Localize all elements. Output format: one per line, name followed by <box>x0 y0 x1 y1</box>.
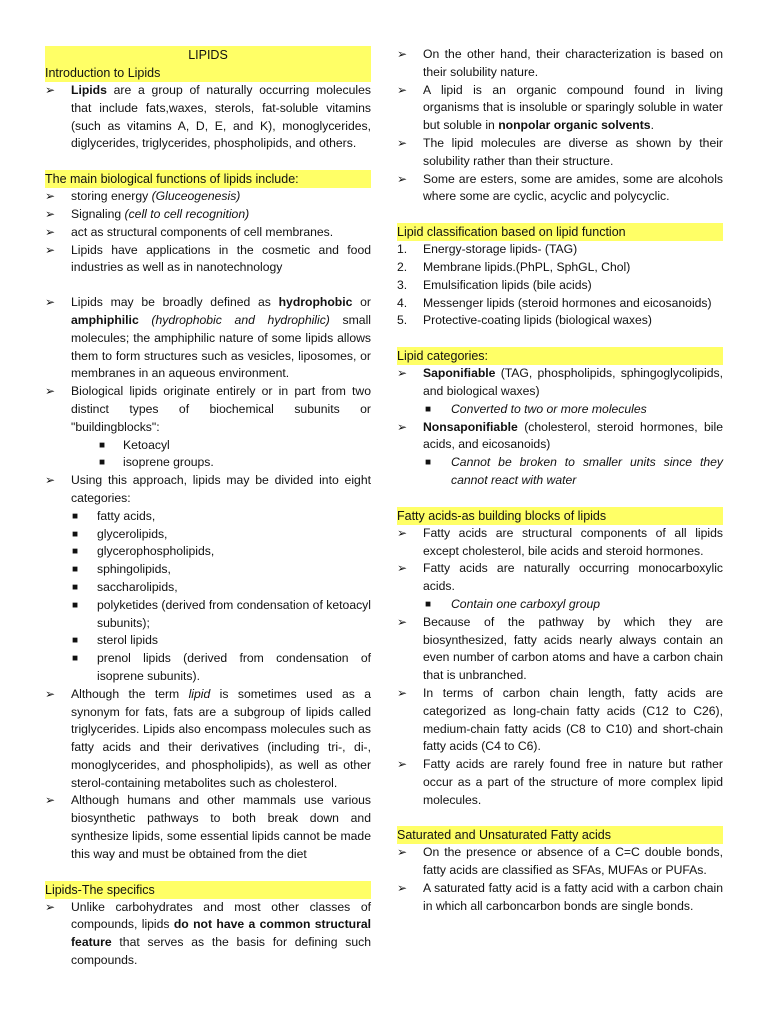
fatty-acid-bullet: ➢ Because of the pathway by which they are biosynthesized, fatty acids nearly always contain an even number of carbon atoms and have a carbon chain that is unbranched. <box>397 614 723 683</box>
arrow-bullet-icon: ➢ <box>45 473 56 488</box>
arrow-bullet-icon: ➢ <box>397 757 408 772</box>
intro-heading: Introduction to Lipids <box>45 64 371 82</box>
category-item: ■ glycerophospholipids, <box>45 543 371 561</box>
square-bullet-icon: ■ <box>72 635 79 647</box>
square-bullet-icon: ■ <box>99 457 106 469</box>
fatty-acids-heading: Fatty acids-as building blocks of lipids <box>397 507 723 525</box>
classification-heading: Lipid classification based on lipid function <box>397 223 723 241</box>
arrow-bullet-icon: ➢ <box>45 224 56 239</box>
square-bullet-icon: ■ <box>425 403 432 415</box>
function-item: ➢ act as structural components of cell membranes. <box>45 224 371 242</box>
square-bullet-icon: ■ <box>72 564 79 576</box>
square-bullet-icon: ■ <box>425 457 432 469</box>
saturated-bullet: ➢ On the presence or absence of a C=C double bonds, fatty acids are classified as SFAs, MUFAs or PUFAs. <box>397 845 723 878</box>
specifics-bullet: ➢ Unlike carbohydrates and most other classes of compounds, lipids do not have a common structural feature that serves as the basis for defining such compounds. <box>45 899 371 968</box>
arrow-bullet-icon: ➢ <box>397 419 408 434</box>
fatty-acid-bullet: ➢ Fatty acids are structural components of all lipids except cholesterol, bile acids and steroid hormones. <box>397 525 723 558</box>
classification-item: 4. Messenger lipids (steroid hormones and eicosanoids) <box>397 295 712 310</box>
arrow-bullet-icon: ➢ <box>45 83 56 97</box>
esters-bullet: ➢ Some are esters, some are amides, some are alcohols where some are cyclic, acyclic and polycyclic. <box>397 171 723 204</box>
square-bullet-icon: ■ <box>72 599 79 611</box>
building-block-item: ■ isoprene groups. <box>45 454 371 472</box>
square-bullet-icon: ■ <box>72 653 79 665</box>
arrow-bullet-icon: ➢ <box>45 384 56 399</box>
arrow-bullet-icon: ➢ <box>397 845 408 860</box>
classification-item: 1. Energy-storage lipids- (TAG) <box>397 242 578 257</box>
saponifiable-bullet: ➢ Saponifiable (TAG, phospholipids, sphingoglycolipids, and biological waxes) <box>397 366 723 398</box>
arrow-bullet-icon: ➢ <box>397 135 408 150</box>
classification-item: 2. Membrane lipids.(PhPL, SphGL, Chol) <box>397 259 631 274</box>
approach-bullet: ➢ Using this approach, lipids may be divided into eight categories: <box>45 473 371 505</box>
arrow-bullet-icon: ➢ <box>45 206 56 221</box>
category-item: ■ polyketides (derived from condensation of ketoacyl subunits); <box>72 597 371 630</box>
arrow-bullet-icon: ➢ <box>45 242 56 257</box>
category-item: ■ sphingolipids, <box>45 561 371 579</box>
page-title: LIPIDS <box>45 46 371 64</box>
saturated-bullet: ➢ A saturated fatty acid is a fatty acid with a carbon chain in which all carboncarbon bonds are single bonds. <box>397 881 723 913</box>
arrow-bullet-icon: ➢ <box>397 525 408 540</box>
fatty-acid-bullet: ➢ Fatty acids are naturally occurring monocarboxylic acids. <box>397 561 723 594</box>
organic-bullet: ➢ A lipid is an organic compound found in living organisms that is insoluble or sparingly soluble in water but soluble in nonpolar organic solvents. <box>397 82 723 133</box>
fatty-acid-bullet: ➢ In terms of carbon chain length, fatty acids are categorized as long-chain fatty acids (C12 to C26), medium-chain fatty acids (C8 to C10) and short-chain fatty acids (C4 to C6). <box>397 685 723 754</box>
term-bullet: ➢ Although the term lipid is sometimes used as a synonym for fats, fats are a subgroup of lipids called triglycerides. Lipids also encompass molecules such as fatty acids and their derivatives (including tri-, di-, monoglycerides, and phospholipids), as well as other sterol-containing metabolites such as cholesterol. <box>45 686 372 790</box>
saturated-heading: Saturated and Unsaturated Fatty acids <box>397 826 723 844</box>
arrow-bullet-icon: ➢ <box>397 171 408 186</box>
arrow-bullet-icon: ➢ <box>397 47 408 61</box>
category-item: ■ prenol lipids (derived from condensation of isoprene subunits). <box>72 651 371 683</box>
definition-bullet: ➢ Lipids may be broadly defined as hydrophobic or amphiphilic (hydrophobic and hydrophilic) small molecules; the amphiphilic nature of some lipids allows them to form structures such as vesicles, liposomes, or membranes in an aqueous environment. <box>45 295 371 381</box>
classification-item: 3. Emulsification lipids (bile acids) <box>397 277 592 292</box>
function-item: ➢ Signaling (cell to cell recognition) <box>45 206 371 224</box>
category-item: ■ sterol lipids <box>45 632 371 650</box>
diverse-bullet: ➢ The lipid molecules are diverse as shown by their solubility rather than their structure. <box>397 135 723 168</box>
saponifiable-sub: ■ Converted to two or more molecules <box>397 401 723 419</box>
categories-heading: Lipid categories: <box>397 347 723 365</box>
category-item: ■ fatty acids, <box>45 508 371 526</box>
category-item: ■ saccharolipids, <box>45 579 371 597</box>
arrow-bullet-icon: ➢ <box>397 82 408 97</box>
arrow-bullet-icon: ➢ <box>45 295 56 310</box>
arrow-bullet-icon: ➢ <box>45 686 56 701</box>
right-column <box>397 46 723 916</box>
fatty-acid-sub: ■ Contain one carboxyl group <box>397 596 723 614</box>
square-bullet-icon: ■ <box>72 528 79 540</box>
arrow-bullet-icon: ➢ <box>397 685 408 700</box>
intro-bullet: ➢ Lipids are a group of naturally occurring molecules that include fats,waxes, sterols, fat-soluble vitamins (such as vitamins A, D, E, and K), monoglycerides, diglycerides, triglycerides, phospholipids, and others. <box>45 83 371 151</box>
arrow-bullet-icon: ➢ <box>397 561 408 576</box>
specifics-heading: Lipids-The specifics <box>45 881 371 899</box>
building-block-item: ■ Ketoacyl <box>45 437 371 455</box>
arrow-bullet-icon: ➢ <box>45 793 56 808</box>
square-bullet-icon: ■ <box>72 546 79 558</box>
square-bullet-icon: ■ <box>72 581 79 593</box>
square-bullet-icon: ■ <box>72 510 79 522</box>
arrow-bullet-icon: ➢ <box>397 366 408 381</box>
humans-bullet: ➢ Although humans and other mammals use various biosynthetic pathways to both break down and synthesize lipids, some essential lipids cannot be made this way and must be obtained from the diet <box>45 793 371 861</box>
square-bullet-icon: ■ <box>99 439 106 451</box>
origin-bullet: ➢ Biological lipids originate entirely or in part from two distinct types of biochemical subunits or "buildingblocks": <box>45 384 371 434</box>
arrow-bullet-icon: ➢ <box>45 899 56 914</box>
arrow-bullet-icon: ➢ <box>45 189 56 204</box>
function-item: ➢ storing energy (Gluceogenesis) <box>45 188 371 206</box>
classification-item: 5. Protective-coating lipids (biological waxes) <box>397 313 652 328</box>
nonsaponifiable-bullet: ➢ Nonsaponifiable (cholesterol, steroid hormones, bile acids, and eicosanoids) <box>397 419 723 452</box>
fatty-acid-bullet: ➢ Fatty acids are rarely found free in nature but rather occur as a part of the structure of more complex lipid molecules. <box>397 757 723 807</box>
solubility-bullet: ➢ On the other hand, their characterization is based on their solubility nature. <box>397 47 723 79</box>
square-bullet-icon: ■ <box>425 598 432 610</box>
arrow-bullet-icon: ➢ <box>397 881 408 896</box>
functions-heading: The main biological functions of lipids include: <box>45 170 371 188</box>
arrow-bullet-icon: ➢ <box>397 614 408 629</box>
category-item: ■ glycerolipids, <box>45 526 371 544</box>
nonsaponifiable-sub: ■ Cannot be broken to smaller units since they cannot react with water <box>425 455 723 487</box>
left-column <box>45 46 371 970</box>
function-item: ➢ Lipids have applications in the cosmetic and food industries as well as in nanotechnology <box>45 242 371 275</box>
